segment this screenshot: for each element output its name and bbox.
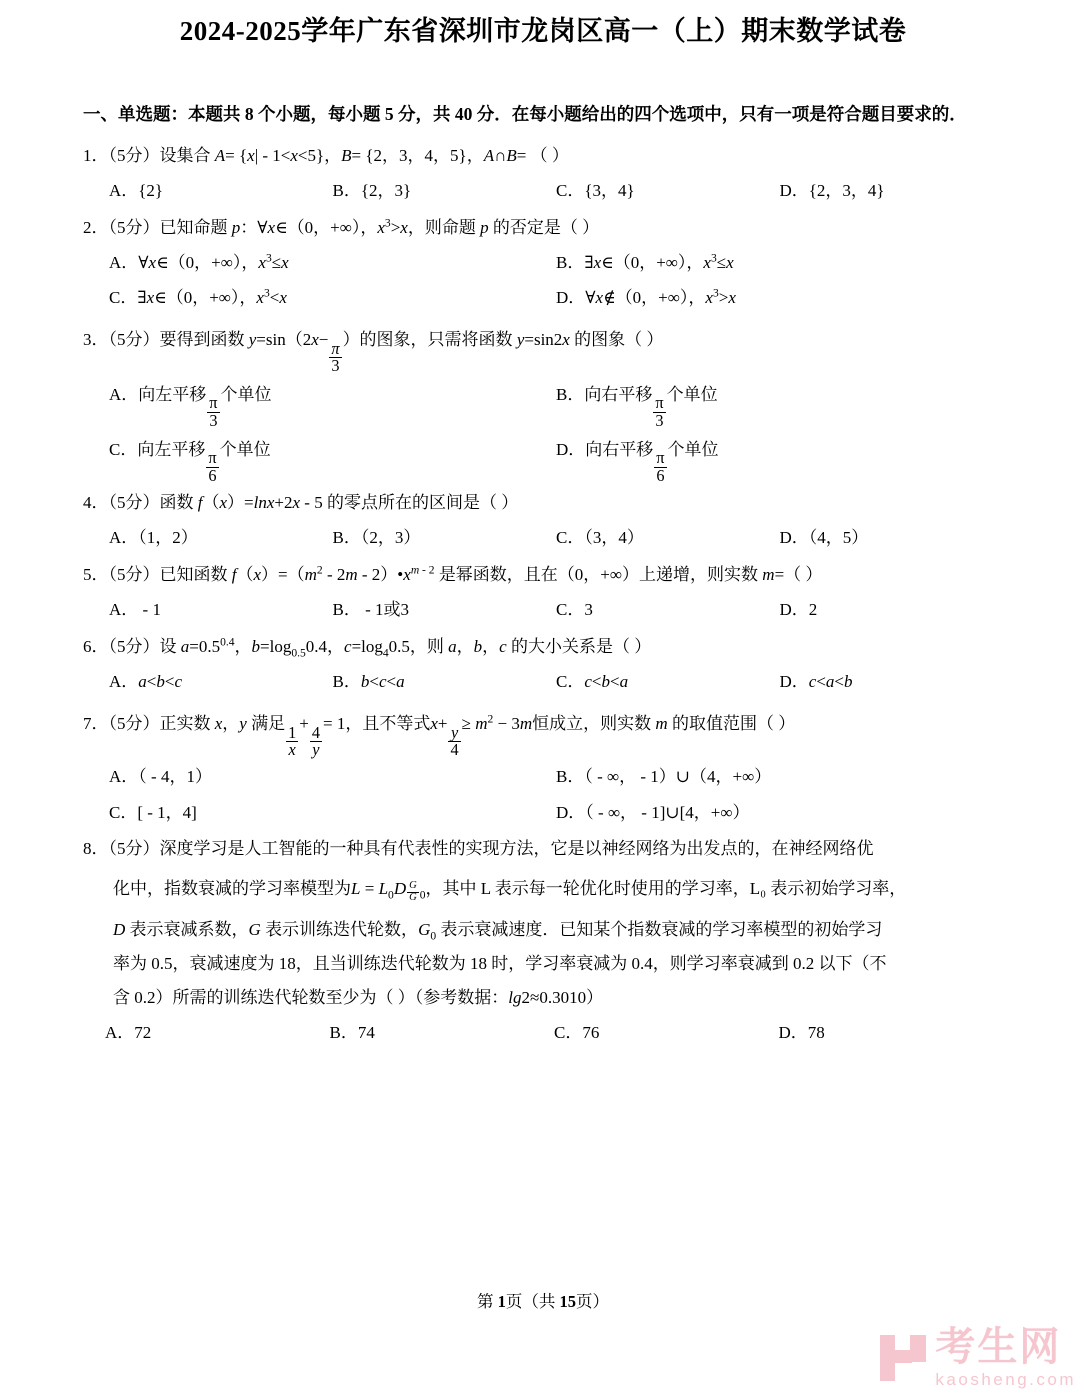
watermark <box>880 1327 1076 1388</box>
q1-blank: = （ ） <box>516 145 569 165</box>
question-8 <box>83 832 1003 1050</box>
question-8-line1-text: 深度学习是人工智能的一种具有代表性的实现方法，它是以神经网络为出发点的，在神经网络优 <box>159 839 874 859</box>
question-3-options-row2 <box>83 430 1003 485</box>
option-3-B-num: π <box>655 393 664 413</box>
option-7-C[interactable]: C．[ - 1，4] <box>109 802 197 822</box>
option-1-C[interactable]: C．{3，4} <box>556 180 635 200</box>
question-8-line2-post: ，其中 L 表示每一轮优化时使用的学习率，L₀ 表示初始学习率， <box>425 879 907 899</box>
question-4-options <box>83 520 1003 556</box>
option-7-D[interactable]: D．（ - ∞， - 1]∪[4，+∞） <box>556 802 750 822</box>
option-2-A[interactable]: A．∀x∈（0，+∞），$x^3\le x$ <box>109 251 289 272</box>
option-5-D[interactable]: D．2 <box>779 599 818 619</box>
option-3-D-tail: 个单位 <box>667 439 719 459</box>
question-6-score: （5分） <box>108 636 160 656</box>
option-2-B[interactable]: B．∃x∈（0，+∞），$x^3\le x$ <box>556 251 734 272</box>
option-3-A-label: A． <box>109 384 139 404</box>
question-8-stem-line2 <box>83 866 1003 913</box>
option-2-C[interactable]: C．∃x∈（0，+∞），$x^3<x$ <box>109 286 287 308</box>
footer-suffix: 页） <box>576 1292 609 1311</box>
question-5-stem: 5．（5分）已知函数 $f(x)=(m^2 - 2m$ - $2)•x^{m - 2}$ 是幂函数，且在（0，+∞）上递增，则实数 m=（ ） <box>83 563 823 584</box>
option-3-C-dir: 向左平移 <box>137 439 206 459</box>
question-3-stem: 3．（5分）要得到函数 y=sin（2x− $\frac{\pi}{3}$ ）的图象，只需将函数 y=sin2x 的图象（ ） <box>83 330 664 376</box>
q1-cond2: <5}， <box>297 145 342 165</box>
page-title: 2024-2025学年广东省深圳市龙岗区高一（上）期末数学试卷 <box>179 16 907 46</box>
option-3-D-label: D． <box>556 439 586 459</box>
option-3-A-tail: 个单位 <box>220 384 272 404</box>
var-b2: B <box>506 145 517 165</box>
option-7-B[interactable]: B．（ - ∞， - 1）∪（4，+∞） <box>556 767 772 787</box>
question-7-number: 7 <box>83 714 92 734</box>
option-4-D[interactable]: D．（4，5） <box>779 528 869 548</box>
option-3-D-dir: 向右平移 <box>585 439 654 459</box>
option-8-B[interactable]: B．74 <box>329 1023 375 1043</box>
question-5-number: 5 <box>83 564 92 584</box>
question-7-options-row2 <box>83 795 1003 831</box>
footer-prefix: 第 <box>477 1292 494 1311</box>
question-8-stem-line4: 率为 0.5，衰减速度为 18，且当训练迭代轮数为 18 时，学习率衰减为 0.4，则学习率衰减到 0.2 以下（不 <box>113 954 887 974</box>
section-heading: 一、单选题：本题共 8 个小题，每小题 5 分，共 40 分．在每小题给出的四个选项中，只有一项是符合题目要求的． <box>83 104 967 125</box>
option-2-D[interactable]: D．∀x∉（0，+∞），$x^3>x$ <box>556 286 736 308</box>
question-7-options-row1 <box>83 759 1003 795</box>
question-8-stem-line1: 8．（5分）深度学习是人工智能的一种具有代表性的实现方法，它是以神经网络为出发点的，在神经网络优 <box>83 839 874 859</box>
option-4-A[interactable]: A．（1，2） <box>109 528 198 548</box>
option-8-C[interactable]: C．76 <box>554 1023 600 1043</box>
q1-aset: = { <box>225 145 248 165</box>
question-2-options-row1 <box>83 245 1003 281</box>
option-3-B[interactable] <box>556 375 1003 430</box>
question-2 <box>83 211 1003 316</box>
option-6-D[interactable]: D．c<a<b <box>779 671 853 691</box>
question-5 <box>83 558 1003 628</box>
question-8-score: （5分） <box>108 839 160 859</box>
watermark-cn: 考生网 <box>935 1325 1062 1369</box>
option-8-D[interactable]: D．78 <box>778 1023 825 1043</box>
option-3-A-den: 3 <box>207 412 219 430</box>
option-3-D-num: π <box>656 447 665 467</box>
question-1-stem: 1．（5分）设集合 A= {x| - 1<x<5}，B= {2，3，4，5}，A∩B= （ ） <box>83 145 569 165</box>
question-6-options <box>83 664 1003 700</box>
question-8-stem-line5: 含 0.2）所需的训练迭代轮数至少为（ ）（参考数据：lg2≈0.3010） <box>113 988 604 1008</box>
question-2-options-row2 <box>83 280 1003 316</box>
question-3-score: （5分） <box>108 330 160 350</box>
page-footer <box>0 1288 1086 1312</box>
option-3-C-label: C． <box>109 439 138 459</box>
fraction-G-over-G0: $\frac{G}{G}$ <box>409 879 417 903</box>
fraction-y-over-4: $\frac{y}{4}$ <box>450 722 459 760</box>
exam-body <box>83 49 1003 1051</box>
option-3-A-num: π <box>209 393 218 413</box>
question-6 <box>83 630 1003 700</box>
footer-middle: 页（共 <box>505 1292 556 1311</box>
option-3-C-tail: 个单位 <box>219 439 271 459</box>
question-5-score: （5分） <box>108 564 160 584</box>
q1-bset: = {2，3，4，5}， <box>351 145 484 165</box>
var-x: x <box>247 145 255 165</box>
fraction-d <box>654 447 666 485</box>
question-1-options <box>83 173 1003 209</box>
fraction-b <box>653 395 665 429</box>
question-1-score: （5分） <box>108 145 160 165</box>
question-4-stem: 4．（5分）函数 f（x）=lnx+2x - 5 的零点所在的区间是（ ） <box>83 493 519 513</box>
question-2-stem: 2．（5分）已知命题 p：∀x∈（0，+∞），$x^3>x$，则命题 p 的否定是（ ） <box>83 216 600 237</box>
option-3-D[interactable] <box>556 430 1003 485</box>
option-8-A[interactable]: A．72 <box>105 1023 152 1043</box>
option-1-A[interactable]: A．{2} <box>109 180 164 200</box>
question-1 <box>83 139 1003 209</box>
question-1-number: 1 <box>83 145 92 165</box>
option-6-A[interactable]: A．a<b<c <box>109 671 183 691</box>
question-3-options-row1 <box>83 375 1003 430</box>
intersection-symbol: ∩ <box>494 145 507 165</box>
option-3-C[interactable] <box>109 430 556 485</box>
question-4-number: 4 <box>83 493 92 513</box>
question-8-options <box>83 1015 1003 1051</box>
kaosheng-logo-icon <box>880 1335 926 1381</box>
var-b: B <box>341 145 352 165</box>
question-8-number: 8 <box>83 839 92 859</box>
option-3-B-tail: 个单位 <box>666 384 718 404</box>
question-2-number: 2 <box>83 217 92 237</box>
fraction-4-over-y: $\frac{4}{y}$ <box>311 722 320 760</box>
question-4 <box>83 486 1003 556</box>
question-6-number: 6 <box>83 636 92 656</box>
question-5-options <box>83 592 1003 628</box>
option-3-C-num: π <box>208 447 217 467</box>
option-6-B[interactable]: B．b<c<a <box>332 671 405 691</box>
watermark-en: kaosheng.com <box>935 1370 1076 1389</box>
option-3-B-den: 3 <box>653 412 665 430</box>
fraction-a <box>207 395 219 429</box>
option-3-A-dir: 向左平移 <box>138 384 207 404</box>
question-7-score: （5分） <box>108 714 160 734</box>
option-3-B-dir: 向右平移 <box>584 384 653 404</box>
option-1-D[interactable]: D．{2，3，4} <box>779 180 885 200</box>
option-5-B[interactable]: B． - 1或3 <box>332 599 409 619</box>
question-8-stem-line3: D 表示衰减系数，G 表示训练迭代轮数，$G_0$ 表示衰减速度．已知某个指数衰减的学习率模型的初始学习 <box>113 920 883 943</box>
option-5-C[interactable]: C．3 <box>556 599 593 619</box>
option-3-B-label: B． <box>556 384 585 404</box>
watermark-text <box>935 1327 1076 1388</box>
option-5-A[interactable]: A． - 1 <box>109 599 161 619</box>
option-3-C-den: 6 <box>206 467 218 485</box>
question-3-number: 3 <box>83 330 92 350</box>
question-7 <box>83 701 1003 830</box>
question-3 <box>83 318 1003 484</box>
var-a2: A <box>483 145 495 165</box>
question-1-stem-pre: 设集合 <box>159 145 215 165</box>
option-3-A[interactable] <box>109 375 556 430</box>
question-4-score: （5分） <box>108 493 160 513</box>
question-6-stem: 6．（5分）设 $a=0.5^{0.4}$，$b=\log_{0.5}0.4$，$c=\log_40.5$，则 a，b，c 的大小关系是（ ） <box>83 634 652 659</box>
option-1-B[interactable]: B．{2，3} <box>332 180 412 200</box>
option-6-C[interactable]: C．c<b<a <box>556 671 629 691</box>
option-4-C[interactable]: C．（3，4） <box>556 528 644 548</box>
option-7-A[interactable]: A．（ - 4，1） <box>109 767 212 787</box>
q1-cond: | - 1< <box>254 145 291 165</box>
option-3-D-den: 6 <box>654 467 666 485</box>
decay-formula: $L = L_0D$ $\frac{G}{G}$ $_0$ <box>351 879 426 903</box>
fraction-c <box>206 447 218 485</box>
var-x2: x <box>290 145 298 165</box>
fraction-1-over-x: $\frac{1}{x}$ <box>288 722 297 760</box>
question-8-line2-pre: 化中，指数衰减的学习率模型为 <box>113 879 351 899</box>
option-4-B[interactable]: B．（2，3） <box>332 528 421 548</box>
footer-page-number: 1 <box>497 1292 506 1311</box>
question-7-stem: 7．（5分）正实数 x，y 满足 $\frac{1}{x}$ + $\frac{4}{y}$ = 1，且不等式x+ $\frac{y}{4}$ ≥ $m^2 - 3m$恒成立，则实数 m 的取值范围（ ） <box>83 712 796 760</box>
question-2-score: （5分） <box>108 217 160 237</box>
fraction-pi-3: $\frac{\pi}{3}$ <box>331 338 340 376</box>
footer-total-pages: 15 <box>559 1292 576 1311</box>
var-a: A <box>214 145 226 165</box>
